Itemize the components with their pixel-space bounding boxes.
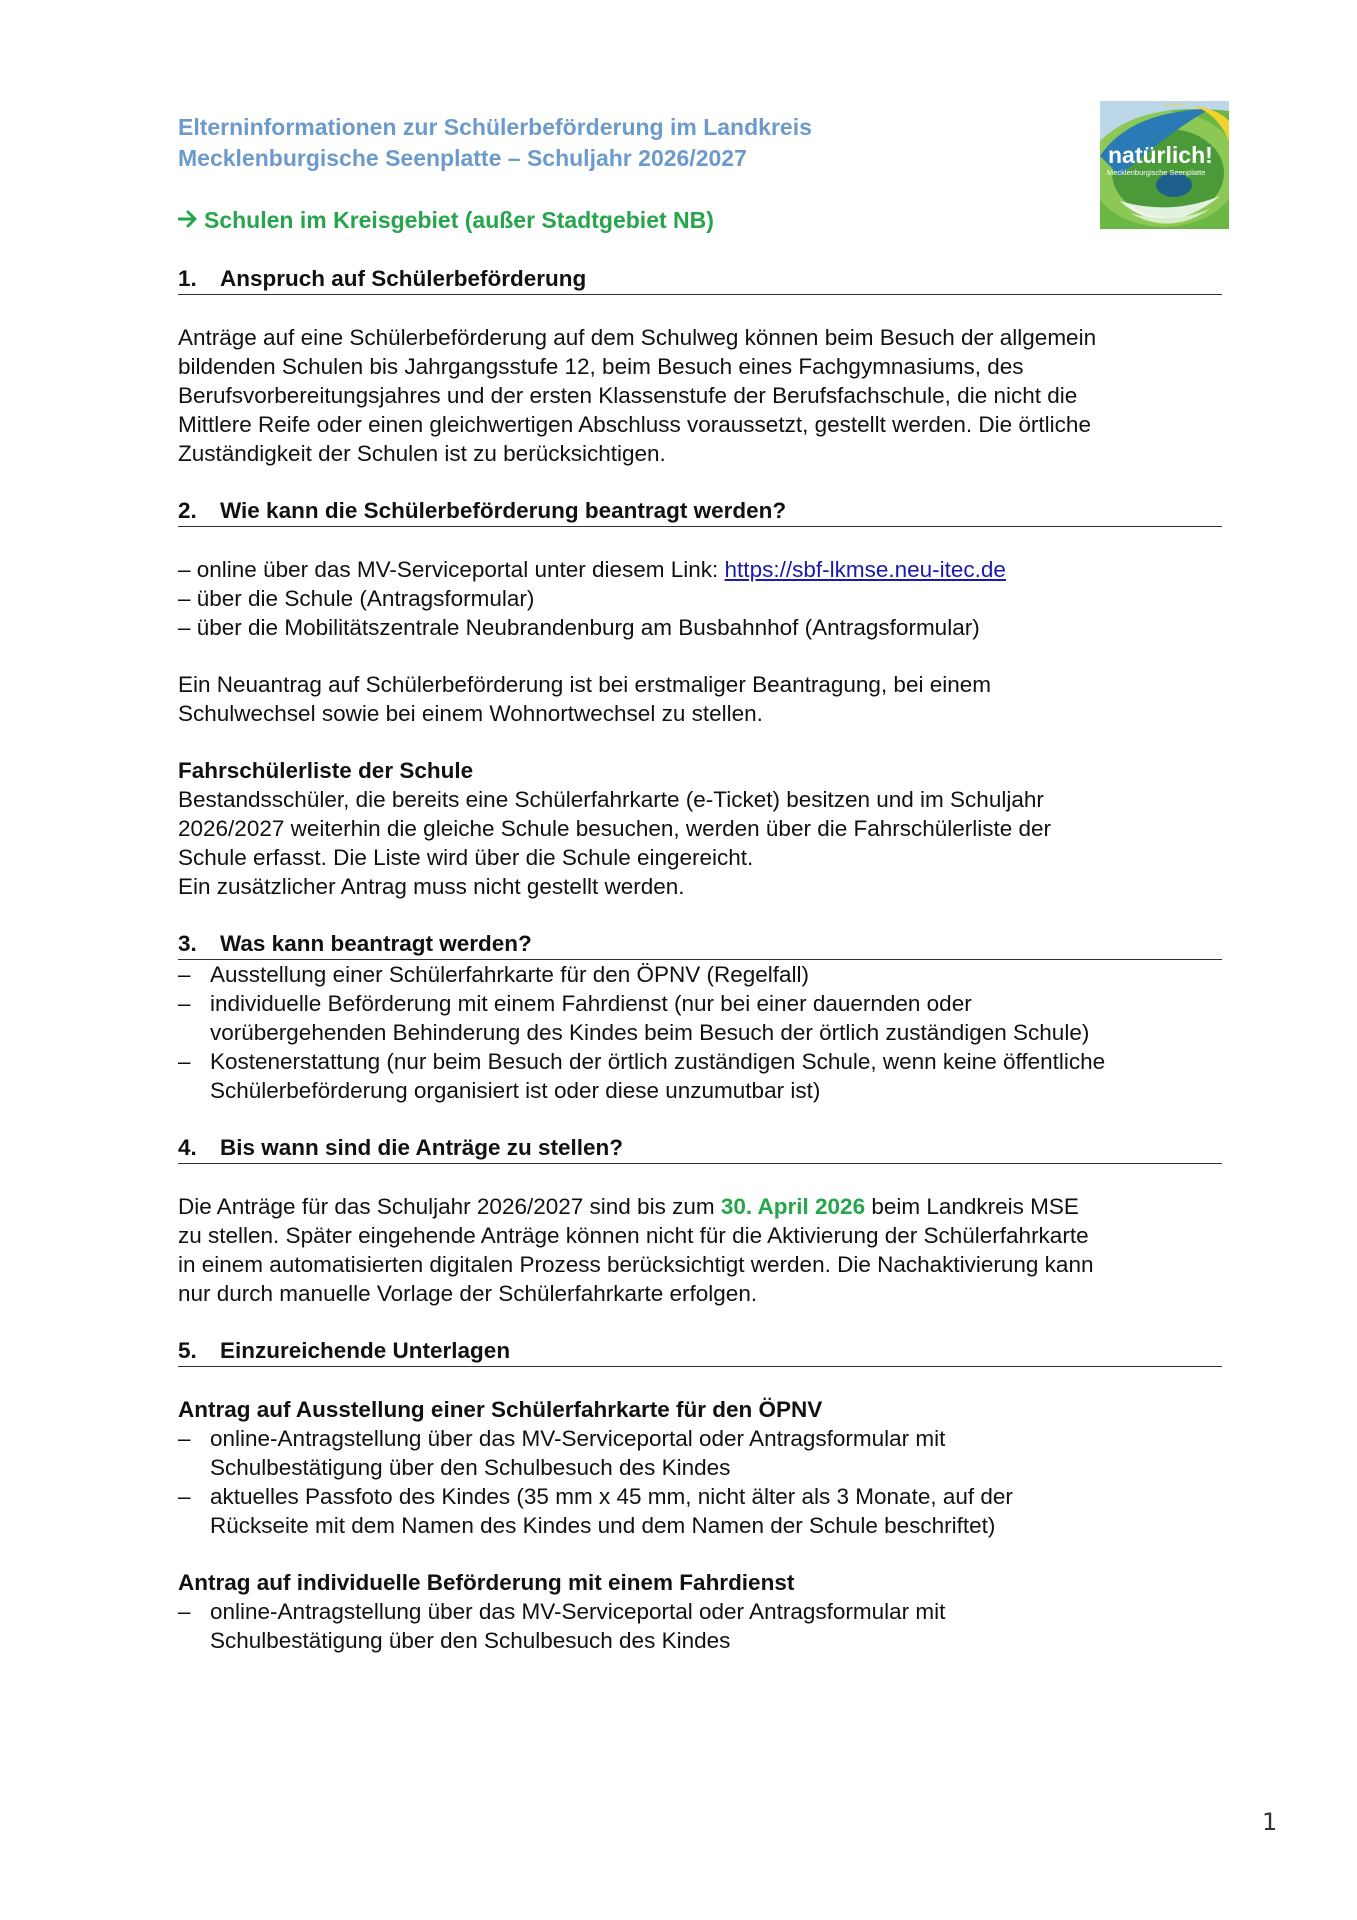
section-heading-2 xyxy=(178,496,1222,527)
list-item: – online-Antragstellung über das MV-Serviceportal oder Antragsformular mit Schulbestätigung über den Schulbesuch des Kindes xyxy=(178,1426,946,1480)
application-options xyxy=(178,555,1222,642)
section-number: 5. xyxy=(178,1338,197,1363)
text-line: Zuständigkeit der Schulen ist zu berücksichtigen. xyxy=(178,441,666,466)
text-line: zu stellen. Später eingehende Anträge können nicht für die Aktivierung der Schülerfahrkarte xyxy=(178,1223,1089,1248)
online-option xyxy=(178,555,1222,584)
deadline-line: Die Anträge für das Schuljahr 2026/2027 sind bis zum 30. April 2026 beim Landkreis MSE xyxy=(178,1194,1079,1219)
dash-marker: – xyxy=(178,1426,191,1451)
subtitle-text: Schulen im Kreisgebiet (außer Stadtgebiet NB) xyxy=(204,207,714,233)
section-title: Was kann beantragt werden? xyxy=(220,931,532,956)
section-1-text xyxy=(178,323,1222,468)
documents-fahrdienst-list xyxy=(178,1597,1222,1655)
section-number: 4. xyxy=(178,1135,197,1160)
school-option: – über die Schule (Antragsformular) xyxy=(178,586,535,611)
serviceportal-link[interactable]: https://sbf-lkmse.neu-itec.de xyxy=(724,557,1006,582)
document-title-line-2: Mecklenburgische Seenplatte – Schuljahr 2026/2027 xyxy=(178,145,747,171)
dash-marker: – xyxy=(178,1049,191,1074)
text-line: Anträge auf eine Schülerbeförderung auf dem Schulweg können beim Besuch der allgemein xyxy=(178,325,1097,350)
section-heading-5 xyxy=(178,1336,1222,1367)
page-number: 1 xyxy=(1262,1808,1278,1836)
document-title-line-1: Elterninformationen zur Schülerbeförderung im Landkreis xyxy=(178,114,812,140)
mobility-center-option: – über die Mobilitätszentrale Neubrandenburg am Busbahnhof (Antragsformular) xyxy=(178,615,980,640)
dash-marker: – xyxy=(178,991,191,1016)
text-line: in einem automatisierten digitalen Prozess berücksichtigt werden. Die Nachaktivierung kann xyxy=(178,1252,1094,1277)
documents-oepnv-heading: Antrag auf Ausstellung einer Schülerfahrkarte für den ÖPNV xyxy=(178,1397,823,1422)
online-option-text: – online über das MV-Serviceportal unter diesem Link: xyxy=(178,557,725,582)
list-item: – online-Antragstellung über das MV-Serviceportal oder Antragsformular mit Schulbestätigung über den Schulbesuch des Kindes xyxy=(178,1599,946,1653)
text-line: 2026/2027 weiterhin die gleiche Schule besuchen, werden über die Fahrschülerliste der xyxy=(178,816,1052,841)
list-item: – individuelle Beförderung mit einem Fahrdienst (nur bei einer dauernden oder vorübergehenden Behinderung des Kindes beim Besuch der örtlich zuständigen Schule) xyxy=(178,991,1090,1045)
text-line: Ein zusätzlicher Antrag muss nicht gestellt werden. xyxy=(178,874,685,899)
text-line: Berufsvorbereitungsjahres und der ersten Klassenstufe der Berufsfachschule, die nicht die xyxy=(178,383,1078,408)
text-line: Ein Neuantrag auf Schülerbeförderung ist bei erstmaliger Beantragung, bei einem xyxy=(178,672,991,697)
text-line: bildenden Schulen bis Jahrgangsstufe 12, beim Besuch eines Fachgymnasiums, des xyxy=(178,354,1024,379)
text-line: Bestandsschüler, die bereits eine Schülerfahrkarte (e-Ticket) besitzen und im Schuljahr xyxy=(178,787,1044,812)
text-line: Schule erfasst. Die Liste wird über die Schule eingereicht. xyxy=(178,845,754,870)
document-content xyxy=(178,112,1222,1655)
list-item: – aktuelles Passfoto des Kindes (35 mm x 45 mm, nicht älter als 3 Monate, auf der Rückseite mit dem Namen des Kindes und dem Namen der Schule beschriftet) xyxy=(178,1484,1013,1538)
list-item: – Kostenerstattung (nur beim Besuch der örtlich zuständigen Schule, wenn keine öffentliche Schülerbeförderung organisiert ist oder diese unzumutbar ist) xyxy=(178,1049,1106,1103)
text-line: Schulwechsel sowie bei einem Wohnortwechsel zu stellen. xyxy=(178,701,763,726)
dash-marker: – xyxy=(178,1599,191,1624)
section-title: Wie kann die Schülerbeförderung beantragt werden? xyxy=(220,498,787,523)
documents-oepnv-block xyxy=(178,1395,1222,1540)
dash-marker: – xyxy=(178,1484,191,1509)
neuantrag-text xyxy=(178,670,1222,728)
fahrschuelerliste-block xyxy=(178,756,1222,901)
fahrschuelerliste-heading: Fahrschülerliste der Schule xyxy=(178,758,474,783)
section-heading-4 xyxy=(178,1133,1222,1164)
section-title: Anspruch auf Schülerbeförderung xyxy=(220,266,587,291)
section-heading-3 xyxy=(178,929,1222,960)
text-line: Mittlere Reife oder einen gleichwertigen Abschluss voraussetzt, gestellt werden. Die örtliche xyxy=(178,412,1091,437)
section-title: Einzureichende Unterlagen xyxy=(220,1338,511,1363)
deadline-date: 30. April 2026 xyxy=(720,1194,866,1219)
documents-fahrdienst-heading: Antrag auf individuelle Beförderung mit einem Fahrdienst xyxy=(178,1570,795,1595)
section-heading-1 xyxy=(178,264,1222,295)
section-number: 2. xyxy=(178,498,197,523)
document-subtitle xyxy=(178,205,1222,236)
logo-subtext: Mecklenburgische Seenplatte xyxy=(1107,168,1206,177)
documents-oepnv-list xyxy=(178,1424,1222,1540)
list-item: – Ausstellung einer Schülerfahrkarte für den ÖPNV (Regelfall) xyxy=(178,962,810,987)
logo-text: natürlich! xyxy=(1108,142,1213,168)
section-title: Bis wann sind die Anträge zu stellen? xyxy=(220,1135,623,1160)
request-types-list xyxy=(178,960,1222,1105)
section-number: 1. xyxy=(178,266,197,291)
text-line: nur durch manuelle Vorlage der Schülerfahrkarte erfolgen. xyxy=(178,1281,758,1306)
arrow-right-icon xyxy=(178,205,198,236)
dash-marker: – xyxy=(178,962,191,987)
deadline-text xyxy=(178,1192,1222,1308)
documents-fahrdienst-block xyxy=(178,1568,1222,1655)
section-number: 3. xyxy=(178,931,197,956)
